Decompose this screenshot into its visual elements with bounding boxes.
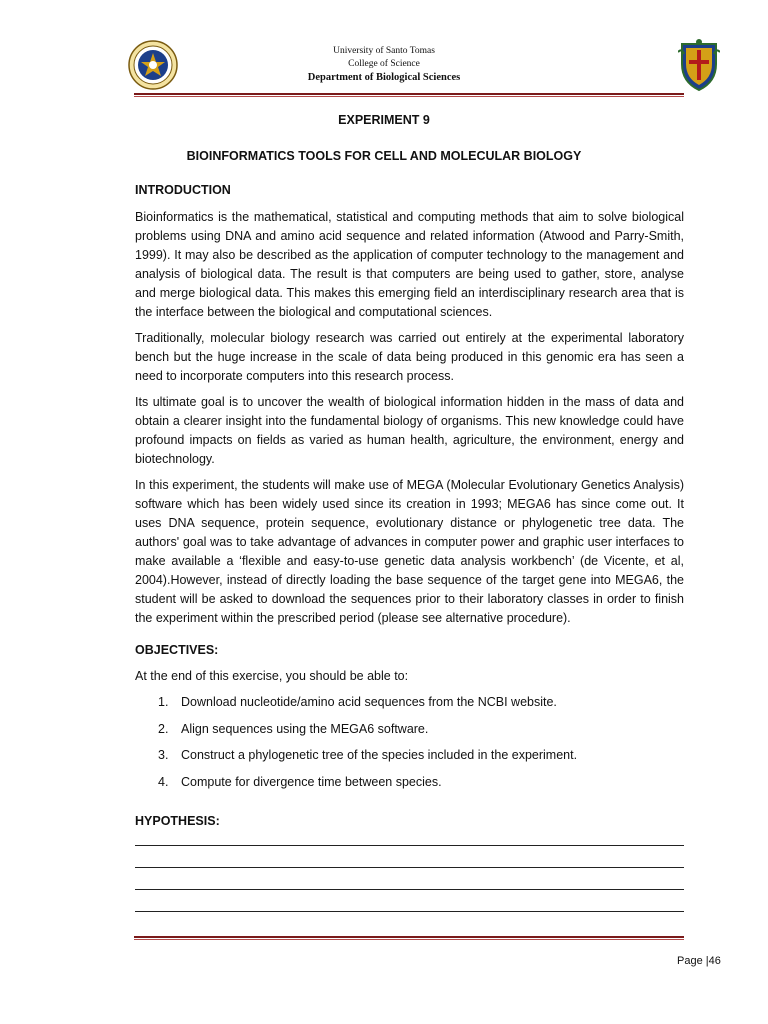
objective-number: 2.: [158, 722, 169, 736]
objective-item: [158, 775, 442, 789]
objective-item: [158, 748, 577, 762]
header-divider: [134, 93, 684, 97]
hypothesis-blank-line[interactable]: [135, 845, 684, 846]
objective-text: Construct a phylogenetic tree of the species included in the experiment.: [181, 748, 578, 762]
objective-item: [158, 722, 428, 736]
objective-text: Compute for divergence time between species.: [181, 775, 442, 789]
hypothesis-blank-line[interactable]: [135, 911, 684, 912]
university-name: University of Santo Tomas: [333, 46, 435, 56]
objective-number: 4.: [158, 775, 169, 789]
objective-item: [158, 695, 557, 709]
hypothesis-blank-line[interactable]: [135, 889, 684, 890]
objective-text: Align sequences using the MEGA6 software.: [181, 722, 429, 736]
objective-number: 3.: [158, 748, 169, 762]
objective-text: Download nucleotide/amino acid sequences from the NCBI website.: [181, 695, 557, 709]
hypothesis-heading: HYPOTHESIS:: [135, 814, 220, 828]
objectives-heading: OBJECTIVES:: [135, 643, 219, 657]
experiment-label: EXPERIMENT 9: [338, 113, 430, 127]
intro-paragraph: In this experiment, the students will make use of MEGA (Molecular Evolutionary Genetics Analysis) software which has been widely used since its creation in 1993; MEGA6 has since come out. It uses DNA sequence, protein sequence, evolutionary distance or phylogenetic tree data. The authors' goal was to take advantage of advances in computer power and graphic user interfaces to make available a ‘flexible and easy-to-use genetic data analysis workbench’ (de Vicente, et al, 2004).However, instead of directly loading the base sequence of the target gene into MEGA6, the student will be asked to download the sequences prior to their laboratory classes in order to finish the experiment within the prescribed period (please see alternative procedure).: [135, 478, 684, 625]
department-name: Department of Biological Sciences: [307, 72, 461, 83]
intro-paragraph: Bioinformatics is the mathematical, statistical and computing methods that aim to solve biological problems using DNA and amino acid sequence and related information (Atwood and Parry-Smith, 1999). It may also be described as the application of computer technology to the management and analysis of biological data. The result is that computers are being used to gather, store, analyse and merge biological data. This makes this emerging field an interdisciplinary research area that is the interface between the biological and computational sciences.: [135, 210, 684, 319]
page-number: Page |46: [677, 955, 721, 967]
introduction-heading: INTRODUCTION: [135, 183, 231, 197]
document-title: BIOINFORMATICS TOOLS FOR CELL AND MOLECULAR BIOLOGY: [186, 149, 582, 163]
objectives-intro: At the end of this exercise, you should be able to:: [135, 669, 409, 683]
hypothesis-blank-line[interactable]: [135, 867, 684, 868]
college-name: College of Science: [348, 59, 420, 69]
intro-paragraph: Traditionally, molecular biology research was carried out entirely at the experimental laboratory bench but the huge increase in the scale of data being produced in this genomic era has seen a need to incorporate computers into this research process.: [135, 331, 684, 383]
objective-number: 1.: [158, 695, 169, 709]
intro-paragraph: Its ultimate goal is to uncover the wealth of biological information hidden in the mass of data and obtain a clearer insight into the fundamental biology of organisms. This new knowledge could have profound impacts on fields as varied as human health, agriculture, the environment, energy and biotechnology.: [135, 395, 684, 466]
footer-divider: [134, 936, 684, 940]
